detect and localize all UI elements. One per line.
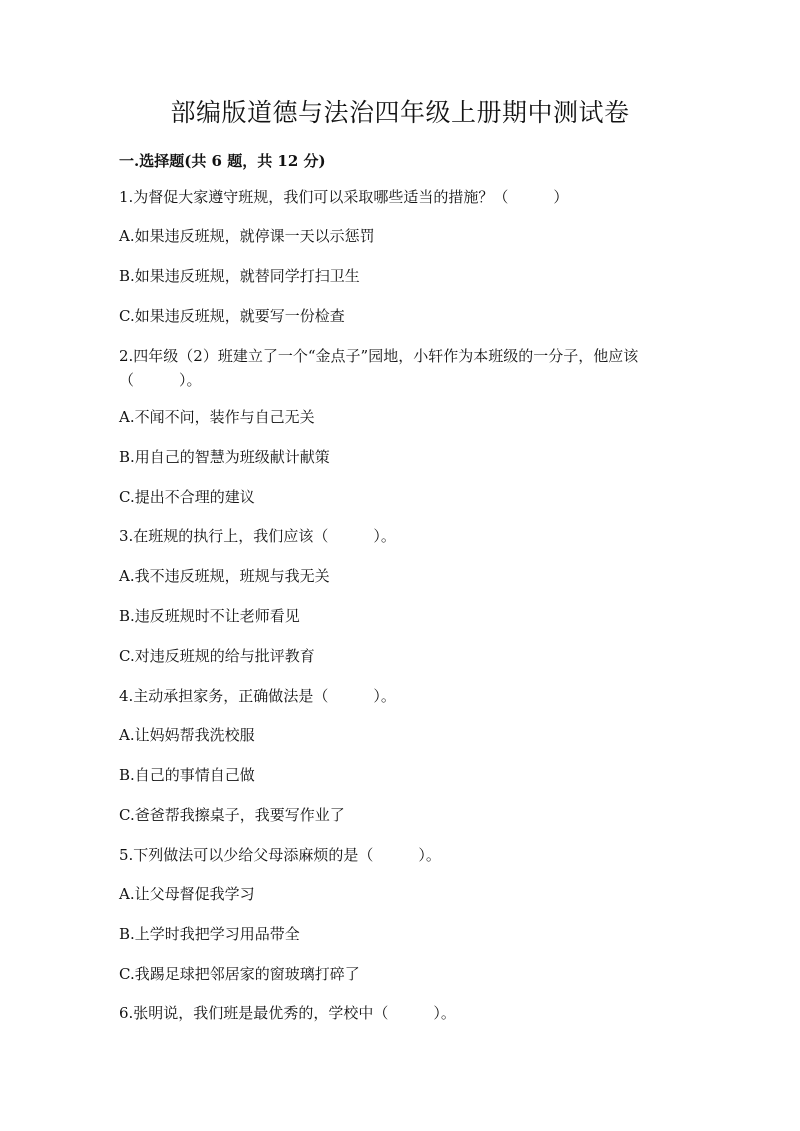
question-4-stem: 4.主动承担家务，正确做法是（ ）。 <box>119 687 396 705</box>
question-4-option-a: A.让妈妈帮我洗校服 <box>119 726 255 744</box>
question-1-option-a: A.如果违反班规，就停课一天以示惩罚 <box>119 227 375 245</box>
question-3-option-b: B.违反班规时不让老师看见 <box>119 607 300 625</box>
question-5-option-a: A.让父母督促我学习 <box>119 885 255 903</box>
question-6-stem: 6.张明说，我们班是最优秀的，学校中（ ）。 <box>119 1004 456 1022</box>
page-title: 部编版道德与法治四年级上册期中测试卷 <box>170 98 630 127</box>
question-2-stem: 2.四年级（2）班建立了一个“金点子”园地，小轩作为本班级的一分子，他应该（ ）。 <box>119 347 639 389</box>
question-1-option-b: B.如果违反班规，就替同学打扫卫生 <box>119 267 360 285</box>
question-3-stem: 3.在班规的执行上，我们应该（ ）。 <box>119 527 396 545</box>
question-4-option-c: C.爸爸帮我擦桌子，我要写作业了 <box>119 806 345 824</box>
question-5-option-b: B.上学时我把学习用品带全 <box>119 925 300 943</box>
question-1-stem: 1.为督促大家遵守班规，我们可以采取哪些适当的措施？（ ） <box>119 188 569 206</box>
question-1-option-c: C.如果违反班规，就要写一份检查 <box>119 307 345 325</box>
question-2-option-b: B.用自己的智慧为班级献计献策 <box>119 448 330 466</box>
question-3-option-a: A.我不违反班规，班规与我无关 <box>119 567 330 585</box>
question-5-option-c: C.我踢足球把邻居家的窗玻璃打碎了 <box>119 965 360 983</box>
question-3-option-c: C.对违反班规的给与批评教育 <box>119 647 315 665</box>
question-5-stem: 5.下列做法可以少给父母添麻烦的是（ ）。 <box>119 846 441 864</box>
section-heading: 一.选择题(共 6 题，共 12 分) <box>119 152 326 170</box>
question-2-option-a: A.不闻不问，装作与自己无关 <box>119 408 315 426</box>
question-2-option-c: C.提出不合理的建议 <box>119 488 255 506</box>
question-4-option-b: B.自己的事情自己做 <box>119 766 255 784</box>
